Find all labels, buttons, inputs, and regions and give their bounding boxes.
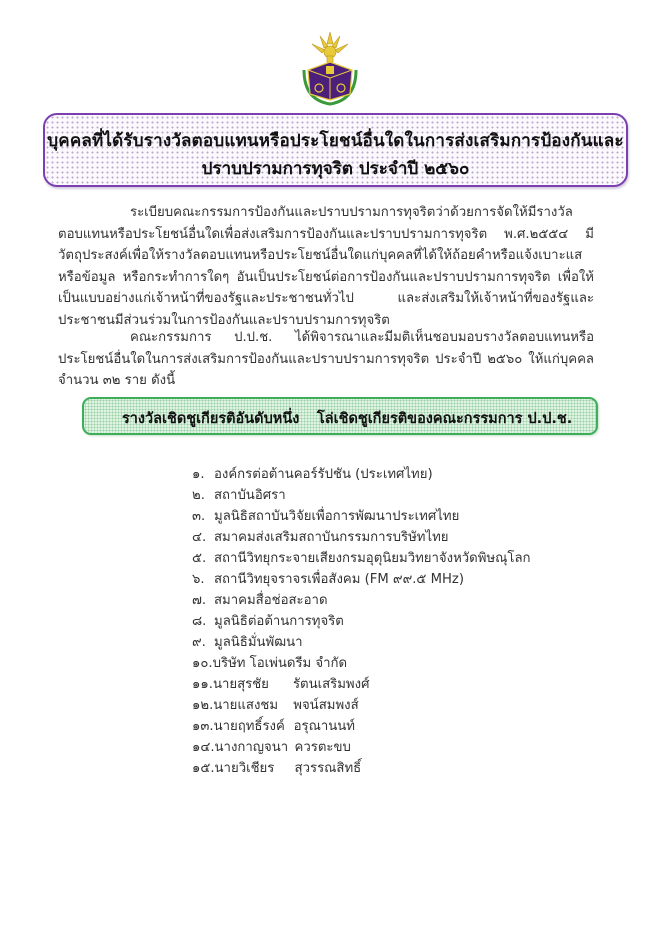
recipient-surname: อรุณานนท์	[293, 719, 355, 734]
recipient-name: บริษัท โอเพ่นดรีม จำกัด	[212, 656, 348, 671]
list-item	[192, 758, 531, 779]
recipient-given-name: นายสุรชัย	[212, 677, 269, 692]
recipient-given-name: นางกาญจนา	[214, 740, 289, 755]
title-banner	[43, 113, 628, 187]
list-item	[192, 632, 531, 653]
resolution-paragraph	[58, 327, 594, 392]
recipient-surname: พจน์สมพงส์	[293, 698, 359, 713]
list-item	[192, 716, 531, 737]
list-item	[192, 611, 531, 632]
item-number: ๑๕.	[192, 761, 215, 776]
list-item	[192, 548, 531, 569]
recipient-name: องค์กรต่อต้านคอร์รัปชัน (ประเทศไทย)	[214, 467, 433, 482]
list-item	[192, 653, 531, 674]
award-prize: โล่เชิดชูเกียรติของคณะกรรมการ ป.ป.ช.	[317, 411, 573, 427]
recipient-name: มูลนิธิมั่นพัฒนา	[214, 635, 303, 650]
recipient-given-name: นายแสงชม	[213, 698, 279, 713]
list-item	[192, 506, 531, 527]
item-number: ๑๑.	[192, 677, 213, 692]
recipient-name: สถาบันอิศรา	[214, 488, 286, 503]
item-number: ๙.	[192, 635, 206, 650]
list-item	[192, 464, 531, 485]
item-number: ๒.	[192, 488, 205, 503]
item-number: ๖.	[192, 572, 205, 587]
item-number: ๓.	[192, 509, 206, 524]
recipient-given-name: นายวิเชียร	[214, 761, 275, 776]
recipient-surname: รัตนเสริมพงศ์	[292, 677, 370, 692]
list-item	[192, 695, 531, 716]
intro-paragraph-text: ระเบียบคณะกรรมการป้องกันและปราบปรามการทุจริตว่าด้วยการจัดให้มีรางวัลตอบแทนหรือประโยชน์อื่นใดเพื่อส่งเสริมการป้องกันและปราบปรามการทุจริต พ.ศ.๒๕๕๔ มีวัตถุประสงค์เพื่อให้รางวัลตอบแทนหรือประโยชน์อื่นใดแก่บุคคลที่ได้ให้ถ้อยคำหรือแจ้งเบาะแสหรือข้อมูล หรือกระทำการใดๆ อันเป็นประโยชน์ต่อการป้องกันและปราบปรามการทุจริต เพื่อให้เป็นแบบอย่างแก่เจ้าหน้าที่ของรัฐและประชาชนทั่วไป และส่งเสริมให้เจ้าหน้าที่ของรัฐและประชาชนมีส่วนร่วมในการป้องกันและปราบปรามการทุจริต	[58, 205, 594, 328]
nacc-emblem-icon	[300, 30, 360, 106]
list-item	[192, 527, 531, 548]
recipient-surname: ควรตะขบ	[294, 740, 351, 755]
list-item	[192, 737, 531, 758]
recipient-given-name: นายฤทธิ์รงค์	[213, 719, 285, 734]
list-item	[192, 485, 531, 506]
list-item	[192, 590, 531, 611]
item-number: ๑๐.	[192, 656, 213, 671]
title-line-1: บุคคลที่ได้รับรางวัลตอบแทนหรือประโยชน์อื่นใดในการส่งเสริมการป้องกันและ	[47, 131, 624, 151]
recipient-list	[192, 464, 531, 779]
title-line-2: ปราบปรามการทุจริต ประจำปี ๒๕๖๐	[201, 159, 470, 179]
recipient-name: สถานีวิทยุกระจายเสียงกรมอุตุนิยมวิทยาจังหวัดพิษณุโลก	[214, 551, 531, 566]
recipient-name: สมาคมส่งเสริมสถาบันกรรมการบริษัทไทย	[214, 530, 449, 545]
item-number: ๑๒.	[192, 698, 214, 713]
item-number: ๗.	[192, 593, 207, 608]
item-number: ๕.	[192, 551, 207, 566]
recipient-name: มูลนิธิสถาบันวิจัยเพื่อการพัฒนาประเทศไทย	[214, 509, 460, 524]
recipient-name: สถานีวิทยุจราจรเพื่อสังคม (FM ๙๙.๕ MHz)	[214, 572, 464, 587]
award-rank: รางวัลเชิดชูเกียรติอันดับหนึ่ง	[122, 411, 300, 427]
award-category-banner	[82, 397, 598, 435]
resolution-paragraph-text: คณะกรรมการ ป.ป.ช. ได้พิจารณาและมีมติเห็นชอบมอบรางวัลตอบแทนหรือประโยชน์อื่นใดในการส่งเสริมการป้องกันและปราบปรามการทุจริต ประจำปี ๒๕๖๐ ให้แก่บุคคล จำนวน ๓๒ ราย ดังนี้	[58, 330, 594, 388]
recipient-name: สมาคมสื่อช่อสะอาด	[214, 593, 328, 608]
item-number: ๘.	[192, 614, 207, 629]
recipient-name: มูลนิธิต่อต้านการทุจริต	[214, 614, 344, 629]
recipient-surname: สุวรรณสิทธิ์	[294, 761, 362, 776]
item-number: ๑๔.	[192, 740, 215, 755]
item-number: ๑.	[192, 467, 205, 482]
item-number: ๑๓.	[192, 719, 214, 734]
list-item	[192, 569, 531, 590]
item-number: ๔.	[192, 530, 207, 545]
list-item	[192, 674, 531, 695]
intro-paragraph	[58, 202, 594, 331]
